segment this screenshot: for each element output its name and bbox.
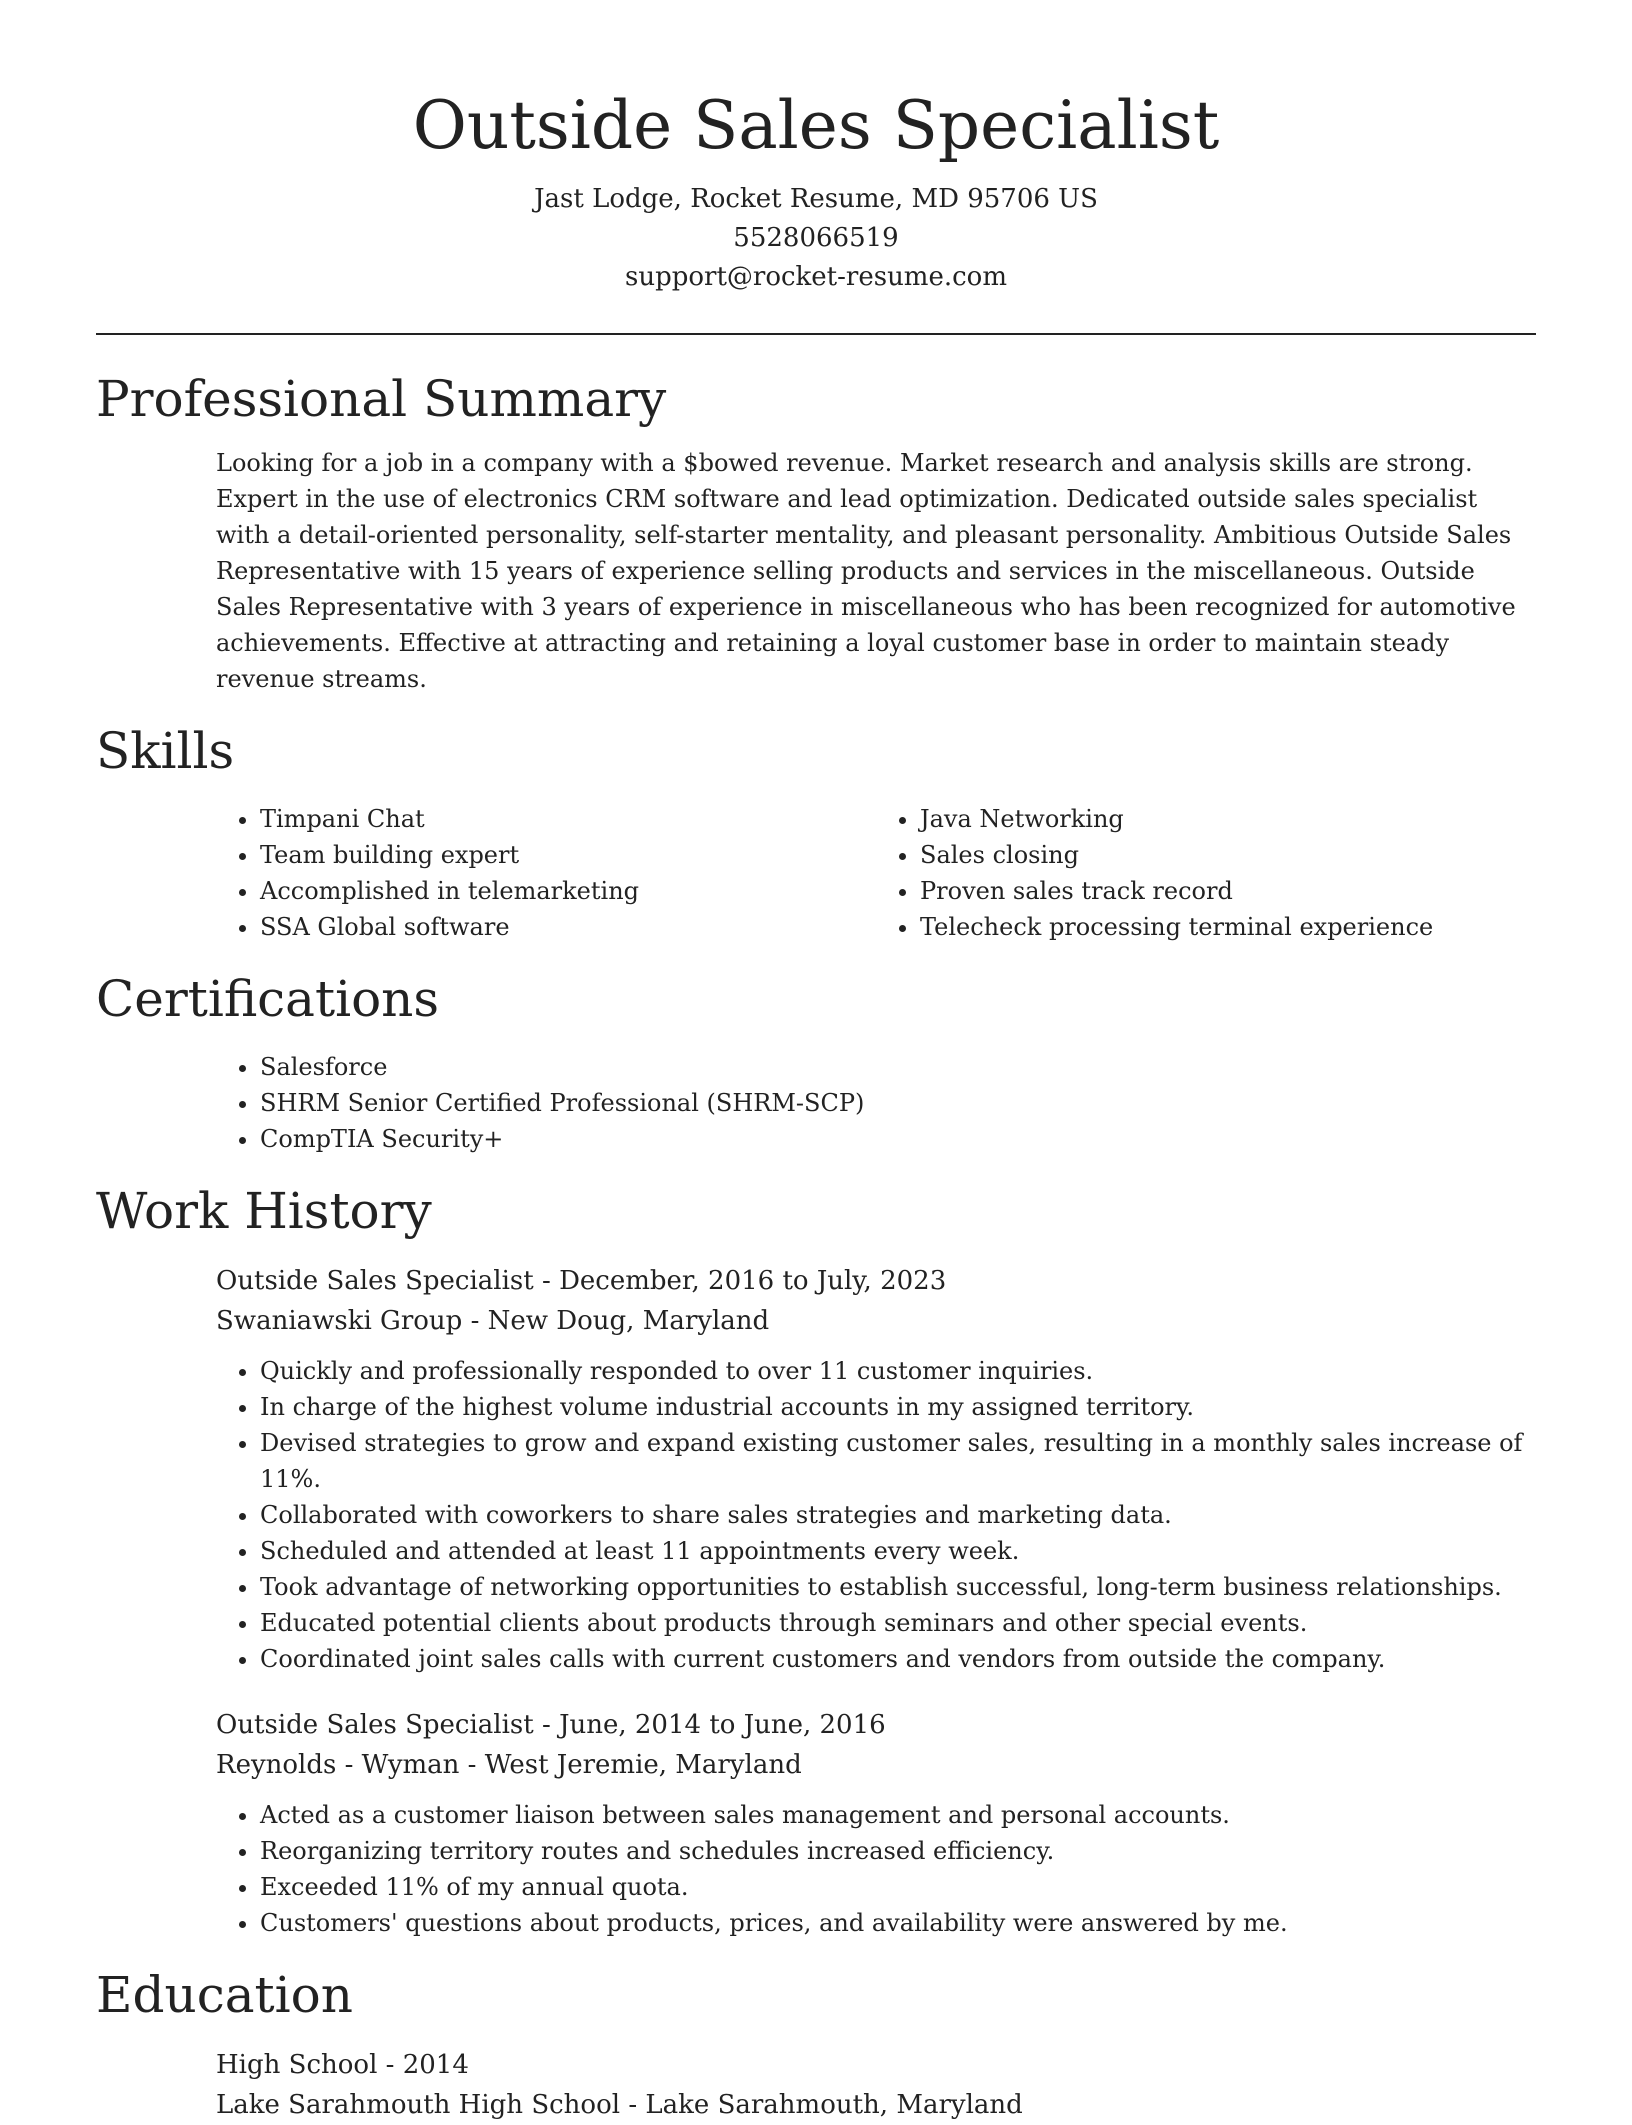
job-bullet: • Quickly and professionally responded to over 11 customer inquiries. — [260, 1353, 1536, 1389]
education-degree: High School — [216, 2050, 378, 2080]
contact-email: support@rocket-resume.com — [624, 262, 1007, 292]
job-bullets — [216, 1797, 1536, 1941]
separator: - — [533, 1266, 560, 1296]
certification-item: • SHRM Senior Certified Professional (SHRM-SCP) — [260, 1085, 1536, 1121]
work-history-section — [96, 1179, 1536, 1941]
certifications-title: Certifications — [96, 970, 440, 1028]
job-company: Reynolds - Wyman — [216, 1750, 460, 1780]
skill-item: • Accomplished in telemarketing — [260, 873, 876, 909]
separator: - — [620, 2090, 646, 2120]
job-location: West Jeremie, Maryland — [484, 1750, 802, 1780]
job-bullet: • Took advantage of networking opportunities to establish successful, long-term business relationships. — [260, 1569, 1536, 1605]
education-degree-line — [216, 2045, 1536, 2085]
job-bullet: • Collaborated with coworkers to share sales strategies and marketing data. — [260, 1497, 1536, 1533]
separator: - — [533, 1710, 560, 1740]
skills-list-right — [876, 801, 1536, 945]
job-dates: June, 2014 to June, 2016 — [559, 1710, 886, 1740]
summary-section — [96, 367, 1536, 697]
candidate-name: Outside Sales Specialist — [412, 87, 1220, 164]
contact-phone: 5528066519 — [733, 223, 899, 253]
education-location: Lake Sarahmouth, Maryland — [645, 2090, 1023, 2120]
skill-item: • SSA Global software — [260, 909, 876, 945]
summary-text: Looking for a job in a company with a $bowed revenue. Market research and analysis skills are strong. Expert in the use of electronics CRM software and lead optimization. Dedicated outside sales specialist with a detail-oriented personality, self-starter mentality, and pleasant personality. Ambitious Outside Sales Representative with 15 years of experience selling products and services in the miscellaneous. Outside Sales Representative with 3 years of experience in miscellaneous who has been recognized for automotive achievements. Effective at attracting and retaining a loyal customer base in order to maintain steady revenue streams. — [216, 449, 1516, 693]
job-bullet: • Exceeded 11% of my annual quota. — [260, 1869, 1536, 1905]
skills-section — [96, 719, 1536, 945]
skill-item: • Telecheck processing terminal experience — [920, 909, 1536, 945]
job-title-line — [216, 1261, 1536, 1301]
education-section — [96, 1963, 1536, 2125]
certifications-section — [96, 967, 1536, 1157]
job-bullet: • Educated potential clients about products through seminars and other special events. — [260, 1605, 1536, 1641]
separator: - — [377, 2050, 403, 2080]
job-title-line — [216, 1705, 1536, 1745]
separator: - — [459, 1750, 485, 1780]
skill-item: • Java Networking — [920, 801, 1536, 837]
job-bullet: • Scheduled and attended at least 11 appointments every week. — [260, 1533, 1536, 1569]
job-entry — [96, 1705, 1536, 1941]
job-role: Outside Sales Specialist — [216, 1710, 534, 1740]
skills-title: Skills — [96, 722, 235, 780]
job-company-line — [216, 1745, 1536, 1785]
job-entry — [96, 1261, 1536, 1677]
job-bullet: • In charge of the highest volume industrial accounts in my assigned territory. — [260, 1389, 1536, 1425]
job-dates: December, 2016 to July, 2023 — [559, 1266, 947, 1296]
education-school-line — [216, 2085, 1536, 2125]
skill-item: • Proven sales track record — [920, 873, 1536, 909]
summary-title: Professional Summary — [96, 370, 667, 428]
work-history-title: Work History — [96, 1182, 432, 1240]
separator: - — [462, 1306, 488, 1336]
education-school: Lake Sarahmouth High School — [216, 2090, 621, 2120]
skills-list-left — [216, 801, 876, 945]
contact-address: Jast Lodge, Rocket Resume, MD 95706 US — [534, 184, 1098, 214]
job-bullet: • Devised strategies to grow and expand existing customer sales, resulting in a monthly sales increase of 11%. — [260, 1425, 1536, 1497]
skill-item: • Team building expert — [260, 837, 876, 873]
education-entry — [96, 2045, 1536, 2125]
job-company-line — [216, 1301, 1536, 1341]
skill-item: • Timpani Chat — [260, 801, 876, 837]
job-role: Outside Sales Specialist — [216, 1266, 534, 1296]
job-location: New Doug, Maryland — [487, 1306, 770, 1336]
skill-item: • Sales closing — [920, 837, 1536, 873]
job-company: Swaniawski Group — [216, 1306, 463, 1336]
job-bullet: • Acted as a customer liaison between sales management and personal accounts. — [260, 1797, 1536, 1833]
job-bullet: • Reorganizing territory routes and schedules increased efficiency. — [260, 1833, 1536, 1869]
job-bullets — [216, 1353, 1536, 1677]
certifications-list — [216, 1049, 1536, 1157]
header-divider — [96, 333, 1536, 335]
job-bullet: • Coordinated joint sales calls with current customers and vendors from outside the company. — [260, 1641, 1536, 1677]
certification-item: • CompTIA Security+ — [260, 1121, 1536, 1157]
education-year: 2014 — [402, 2050, 469, 2080]
job-bullet: • Customers' questions about products, prices, and availability were answered by me. — [260, 1905, 1536, 1941]
education-title: Education — [96, 1966, 353, 2024]
skills-grid — [96, 801, 1536, 945]
resume-header — [96, 0, 1536, 297]
resume-page — [96, 0, 1536, 2125]
certification-item: • Salesforce — [260, 1049, 1536, 1085]
